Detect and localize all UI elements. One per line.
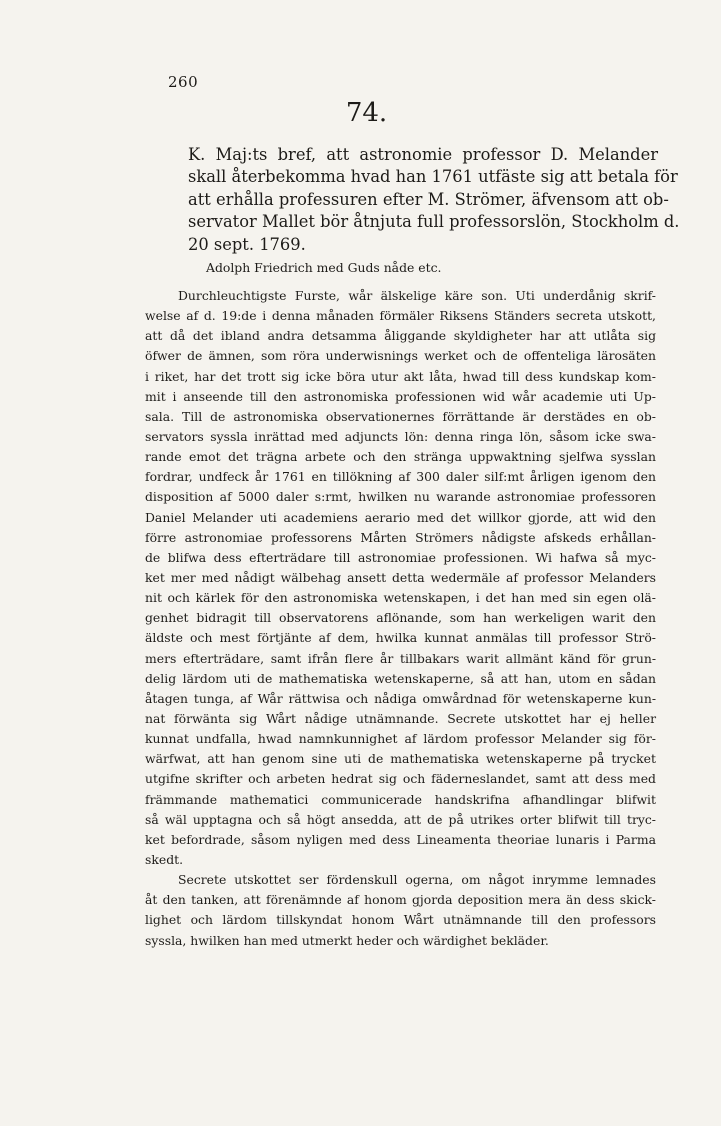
body-line: åt den tanken, att förenämnde af honom gjorda deposition mera än dess skick- xyxy=(145,892,656,908)
body-line: ket befordrade, såsom nyligen med dess Lineamenta theoriae lunaris i Parma xyxy=(145,831,656,847)
body-line: kunnat undfalla, hwad namnkunnighet af lärdom professor Melander sig för- xyxy=(145,731,656,747)
letter-heading xyxy=(188,144,680,256)
body-line: Secrete utskottet ser fördenskull ogerna, om något inrymme lemnades xyxy=(178,872,656,888)
body-line: Daniel Melander uti academiens aerario med det willkor gjorde, att wid den xyxy=(145,509,656,525)
body-line: skedt. xyxy=(145,851,184,867)
document-number: 74. xyxy=(345,98,388,128)
body-line: welse af d. 19:de i denna månaden förmäler Riksens Ständers secreta utskott, xyxy=(145,308,656,324)
body-line: genhet bidragit till observatorens aflönande, som han werkeligen warit den xyxy=(145,610,656,626)
body-line: lighet och lärdom tillskyndat honom Wårt utnämnande till den professors xyxy=(145,912,656,928)
body-line: äldste och mest förtjänte af dem, hwilka kunnat anmälas till professor Strö- xyxy=(145,630,656,646)
body-line: mers efterträdare, samt ifrån flere år tillbakars warit allmänt känd för grun- xyxy=(145,650,656,666)
body-line: i riket, har det trott sig icke böra utur akt låta, hwad till dess kundskap kom- xyxy=(145,368,656,384)
heading-line: skall återbekomma hvad han 1761 utfäste sig att betala för xyxy=(188,167,678,187)
heading-line: K. Maj:ts bref, att astronomie professor D. Melander xyxy=(188,145,658,164)
body-line: delig lärdom uti de mathematiska wetenskaperne, så att han, utom en sådan xyxy=(145,670,656,686)
body-line: ket mer med nådigt wälbehag ansett detta wedermäle af professor Melanders xyxy=(145,569,656,585)
body-line: disposition af 5000 daler s:rmt, hwilken nu warande astronomiae professoren xyxy=(145,489,656,505)
body-line: utgifne skrifter och arbeten hedrat sig och fäderneslandet, samt att dess med xyxy=(145,771,656,787)
body-line: att då det ibland andra detsamma åliggande skyldigheter har att utlåta sig xyxy=(145,328,656,344)
body-line: öfwer de ämnen, som röra underwisnings werket och de offenteliga lärosäten xyxy=(145,348,656,364)
page-number: 260 xyxy=(168,73,199,91)
body-line: syssla, hwilken han med utmerkt heder och wärdighet bekläder. xyxy=(145,932,549,948)
heading-line: 20 sept. 1769. xyxy=(188,234,306,254)
heading-line: att erhålla professuren efter M. Strömer, äfvensom att ob- xyxy=(188,189,669,209)
salutation: Adolph Friedrich med Guds nåde etc. xyxy=(206,260,442,275)
body-line: förre astronomiae professorens Mårten Strömers nådigste afskeds erhållan- xyxy=(145,529,656,545)
letter-body xyxy=(145,286,656,951)
body-line: fordrar, undfeck år 1761 en tillökning af 300 daler silf:mt årligen igenom den xyxy=(145,469,656,485)
body-line: främmande mathematici communicerade handskrifna afhandlingar blifwit xyxy=(145,791,656,807)
body-line: så wäl upptagna och så högt ansedda, att de på utrikes orter blifwit till tryc- xyxy=(145,811,656,827)
body-line: servators syssla inrättad med adjuncts lön: denna ringa lön, såsom icke swa- xyxy=(145,428,656,444)
body-line: åtagen tunga, af Wår rättwisa och nådiga omwårdnad för wetenskaperne kun- xyxy=(145,690,656,706)
body-line: wärfwat, att han genom sine uti de mathematiska wetenskaperne på trycket xyxy=(145,751,656,767)
body-line: mit i anseende till den astronomiska professionen wid wår academie uti Up- xyxy=(145,388,656,404)
body-line: nit och kärlek för den astronomiska wetenskapen, i det han med sin egen olä- xyxy=(145,590,656,606)
body-line: Durchleuchtigste Furste, wår älskelige käre son. Uti underdånig skrif- xyxy=(178,288,656,303)
body-line: rande emot det trägna arbete och den stränga uppwaktning sjelfwa sysslan xyxy=(145,449,656,465)
body-line: sala. Till de astronomiska observationernes förrättande är derstädes en ob- xyxy=(145,408,656,424)
heading-line: servator Mallet bör åtnjuta full professorslön, Stockholm d. xyxy=(188,212,680,232)
body-line: de blifwa dess efterträdare till astronomiae professionen. Wi hafwa så myc- xyxy=(145,549,656,565)
body-line: nat förwänta sig Wårt nådige utnämnande. Secrete utskottet har ej heller xyxy=(145,710,656,726)
